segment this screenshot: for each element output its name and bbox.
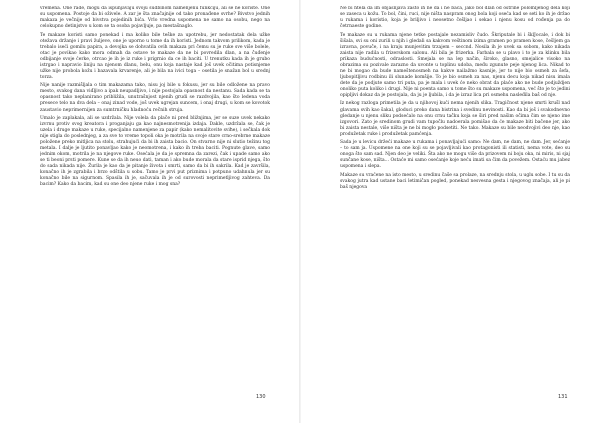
paragraph: Te makaze su u rukama njene tetke postajale nezamisliv čudo. Škriputale bi i šklJocale, i dok bi šišala, svi su oni zurili u njih i gledali sa kakvom veštinom izima gramen po pramen kose, češljem ga izravna, povuče, i na kraju munjevitim trzajem – seccnd. Nosila ih je uvek sa sobom, kako nikada zaista nije radila u frizerskom salonu. Ali bila je frizerka. Farbala se u plavo i to je za klinku bila prikaza budućnosti, odraslosti. Smejala se na lep način, široko, glasno, smejalice visoko na obrazima su pozivale zarazno da uvonte u toplinu udoba, među zgunute peje njenog lica. Nikad to ne bi mogao da bude nameštenosmeh na kakve nailažmo kasnije, jer to nije bio osmeh za šefa, ljubopitljivu rodbinu ili slunade komšije. To je bio osmeh za nas, njenu decu koja nikad nisu imala dete da je podjute samo tri puta, pa je mala i uvek će neko obrat da plaće ako ne bude podjuždjen onoliko puta koliko i drugi. Nije ni poenta samo u tome što su makaze uspomena, već što je to jedini opipljivi dokaz da je postojala, da ju je ljubila, i da je izraz lica pri osmehu nasleđila baš od nje. bbox=[340, 32, 570, 99]
paragraph: Umalo je zaplakala, ali se uzdržala. Nije volela da plače ni pred bližnjima, jer se suze uvek nekako izvrnu protiv svog kreatora i proganjaju ga kao najnesmotrenija izdaja. Dakle, uzdržala se, čak je uzela i druge makaze u ruke, specijalno namenjene za papir (kako nemalitovite sviħe), i sečkala dok nije stigla do poslednjeg, a za sve to vreme topoli oka je motrila na svoje stare crno-srebrne makaze položene preko mitljica na stolu, strahujući da bi ih zaista bacio. On stvarno nije ni slutio težinu tog metala. I dalje je ljutito ponavljao kako je neomotrena, i kako ih treba baciti. Pognute glave, samo jednim okom, motrila je na njegove ruke. Osećala je da je spremna da zarezi, čak i upade samo ako se ti beoni prsti pomere. Kune se da ih neuo dati, taman i ako bude morala da stare isprid njega, što do sada nikada nije. Žurila je kao da je pitanje života i smrti, samo da bi ih sakrila. Kad je završila, konačno ih je zgrabila i brzo odštila u sobu. Tamo je prvi put priznima i potpuno udahnula jer su konačno bile na sigurnom. Spasila ih je, sačuvala ih je od surovosti neprimetljivog zahteva. Da bacim? Kako da bacim, kad su one deo njene ruke i mog sna? bbox=[40, 115, 270, 188]
left-page-text bbox=[40, 6, 270, 386]
right-page-text bbox=[340, 6, 570, 386]
paragraph: Makaze su vraćene na isto mesto, u sredinu čaše sa prolaze, na srednju stola, u uglu sobe. I tu su da svakog jutra kad ustane baci letimičan pogled, ponekad nesvesna gesta i njegovog značaja, ali je pi baš njegova bbox=[340, 172, 570, 190]
right-page bbox=[300, 0, 600, 423]
paragraph: Ne bi htela da im objašnjava zašto ih ne da i ne baca, jako bol dlan od oštrine polomljenog dela koji se zaseca u kožu. To bol, čini, ruci, nije ništa naspram onog bola koji oseća kad se seti ko ih je držao u rukama i koristio, koja je briljivo i neosetno češljao i sekao i njenu kosu od rođenja pa do četrnaeste godine. bbox=[340, 6, 570, 30]
page-number-left: 130 bbox=[256, 394, 266, 400]
paragraph: Nije nanije razmišljala o tim makazama tako, nisu joj bile u fokusu, jer su bile odložene na pravo mesto, svakog dana viđljivo a ipak neupadljivo, i nije postojala opasnost da nestanu. Sada kada se ta opasnost tako neplanirano približila, unutrašnjost njenih grudi se razdvojila, kao što ledena voda presece telo na dva dela – onaj zinad vode, još uvek ugrejan suncem, i onaj drugi, u kom se kovotok zaustavio neprimernijen za sumtrničku hladnoću rečnih struja. bbox=[40, 83, 270, 113]
paragraph: vremena. One rade, mogu da ispunjavaju svoju sudbinom namenjenu funkciju, ali se ne koriste. One su uspomena. Postoje da bi oživele. A zar je šta značajnije od tako pronađene svrhe? Bivstvo jednih makaza je večnije od bivstva pojedinih bića. Vrlo vredna uspomena ne samo na osobu, nego na celokupno detinjstvo u kom se ta osoba pojavljuje, pa mestašnaglo. bbox=[40, 6, 270, 30]
paragraph: Te makaze koristi samo ponekad i ma koliko bile teške za upotrebu, jer nedostatak dela užke otežava držanje i pravi žuljeve, one je uporno u tome da ih koristi. Jednom takvom prilikom, kada je trebalo iseći gomilu papira, a devojka se dohvatila ovih makaza pri čemu su je ruke sve više bolele, otac je povikao kako mora odmah da ostave te makaze da ne bi povredila dlan, a na čuđenje odbijanje svoje ćerke, otrcao je ih je iz ruke i prigrnio da ce ih baciti. U trenutku kada ih je grubo istrgao i napravio liniju na njenom dlanu, belu, onu koja nastaje kad još uvek očitima potisnjeme užke nije probola kožu i bazavala krvarenje, ali je bila na ivici toga – osetila je snažan bol u srednj torza. bbox=[40, 32, 270, 80]
paragraph: Iz nekog razloga primetila je da u njihovoj kući nema njenih slika. Tragičnost njene smrti krušl nad glavama svih kao šakal, gloduci preko dana bistrina i svedinu nevinosti. Kao da bi još i svakodnevno gledanje u njenu sliku podsećalo na onu crnu tačku koja se širi pred našim očima čim se njeno ime izgovori. Zato je sredinom grudi vam tupočlu nadoerala pomišao da će makaze biti bačene jer, ako bi zaista nestale, više ništa je ne bi mogło podsetiti. Ne tako. Makaze su bile neodvojivi deo nje, kao produžetak ruke i produžetak pamćenja. bbox=[340, 101, 570, 137]
paragraph: Sada je u levicu držeći makaze u rukama i ponavljajući samo: Ne dam, ne dam, ne dam. Jer, sećanje – to sam ja. Uspomene na one koji su se pojavljivali kao protagonisti ili statisti, nema vote, deo su onoga što sam sad. Njen deo je veliki. Šta ako ne mogu više da prizovem ni boju oka, ni miris, ni sjaj sunčane kose, ništa... Ostaće mi samo osećanje koje neću imati sa čim da povežem. Ostaću mu jabez uspomena i slepa. bbox=[340, 140, 570, 170]
page-number-right: 131 bbox=[558, 394, 568, 400]
